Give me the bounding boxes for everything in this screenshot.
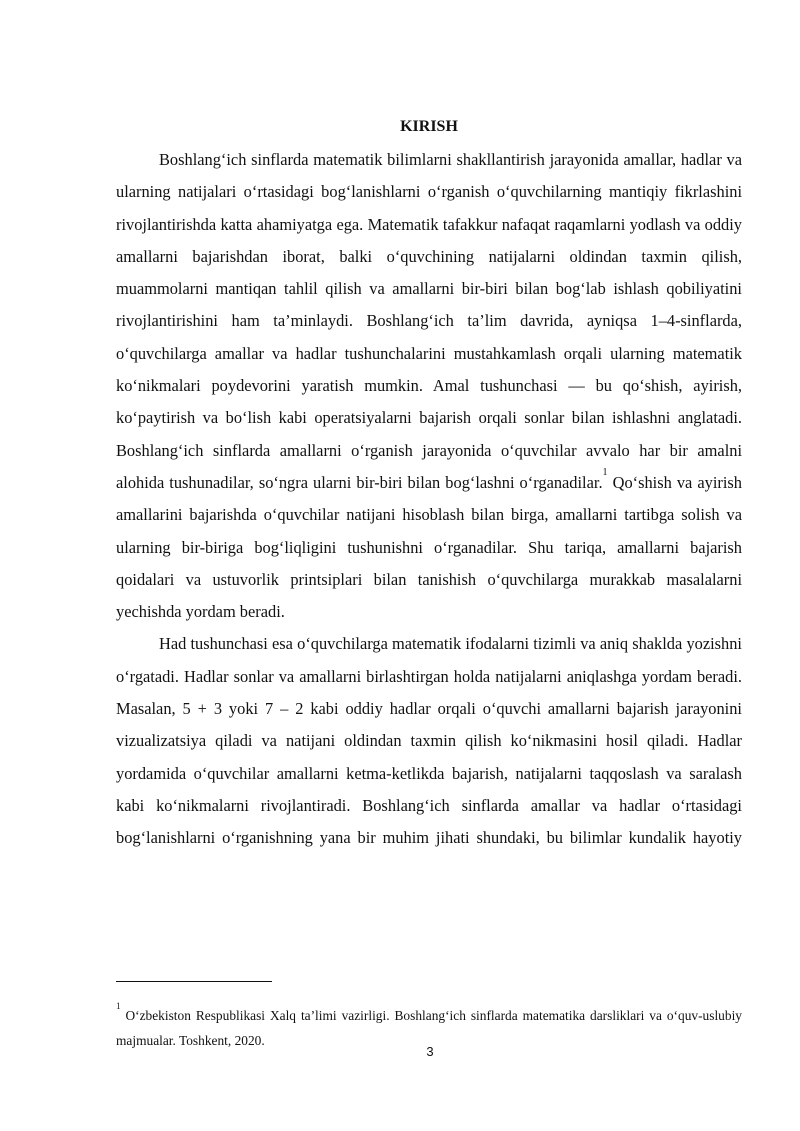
footnote-text: O‘zbekiston Respublikasi Xalq ta’limi vazirligi. Boshlang‘ich sinflarda matematika darsliklari va o‘quv-uslubiy majmualar. Toshkent, 2020.	[116, 1008, 742, 1048]
footnote-separator	[116, 981, 272, 982]
body-paragraph-1	[116, 144, 742, 628]
footnote-mark: 1	[116, 1000, 121, 1011]
paragraph-1-text: Boshlang‘ich sinflarda matematik bilimlarni shakllantirish jarayonida amallar, hadlar va ularning natijalari o‘rtasidagi bog‘lanishlarni o‘rganish o‘quvchilarning mantiqiy fikrlashini rivojlantirishda katta ahamiyatga ega. Matematik tafakkur nafaqat raqamlarni yodlash va oddiy amallarni bajarishdan iborat, balki o‘quvchining natijalarni oldindan taxmin qilish, muammolarni mantiqan tahlil qilish va amallarni bir-biri bilan bog‘lab ishlash qobiliyatini rivojlantirishini ham ta’minlaydi. Boshlang‘ich ta’lim davrida, ayniqsa 1–4-sinflarda, o‘quvchilarga amallar va hadlar tushunchalarini mustahkamlash orqali ularning matematik ko‘nikmalari poydevorini yaratish mumkin. Amal tushunchasi — bu qo‘shish, ayirish, ko‘paytirish va bo‘lish kabi operatsiyalarni bajarish orqali sonlar bilan ishlashni anglatadi. Boshlang‘ich sinflarda amallarni o‘rganish jarayonida o‘quvchilar avvalo har bir amalni alohida tushunadilar, so‘ngra ularni bir-biri bilan bog‘lashni o‘rganadilar.	[116, 150, 742, 492]
paragraph-2-text: Had tushunchasi esa o‘quvchilarga matematik ifodalarni tizimli va aniq shaklda yozishni o‘rgatadi. Hadlar sonlar va amallarni birlashtirgan holda natijalarni aniqlashga yordam beradi. Masalan, 5 + 3 yoki 7 – 2 kabi oddiy hadlar orqali o‘quvchi amallarni bajarish jarayonini vizualizatsiya qiladi va natijani oldindan taxmin qilish ko‘nikmasini hosil qiladi. Hadlar yordamida o‘quvchilar amallarni ketma-ketlikda bajarish, natijalarni taqqoslash va saralash kabi ko‘nikmalarni rivojlantiradi. Boshlang‘ich sinflarda amallar va hadlar o‘rtasidagi bog‘lanishlarni o‘rganishning yana bir muhim jihati shundaki, bu bilimlar kundalik hayotiy	[116, 634, 742, 848]
paragraph-1-continuation: Qo‘shish va ayirish amallarini bajarishda o‘quvchilar natijani hisoblash bilan birga, amallarni tartibga solish va ularning bir-biriga bog‘liqligini tushunishni o‘rganadilar. Shu tariqa, amallarni bajarish qoidalari va ustuvorlik printsiplari bilan tanishish o‘quvchilarga murakkab masalalarni yechishda yordam beradi.	[116, 472, 742, 622]
footnote-reference[interactable]: 1	[602, 466, 608, 478]
body-paragraph-2	[116, 628, 742, 854]
page-number: 3	[426, 1044, 434, 1059]
document-page	[116, 112, 742, 855]
section-heading: KIRISH	[400, 118, 458, 135]
